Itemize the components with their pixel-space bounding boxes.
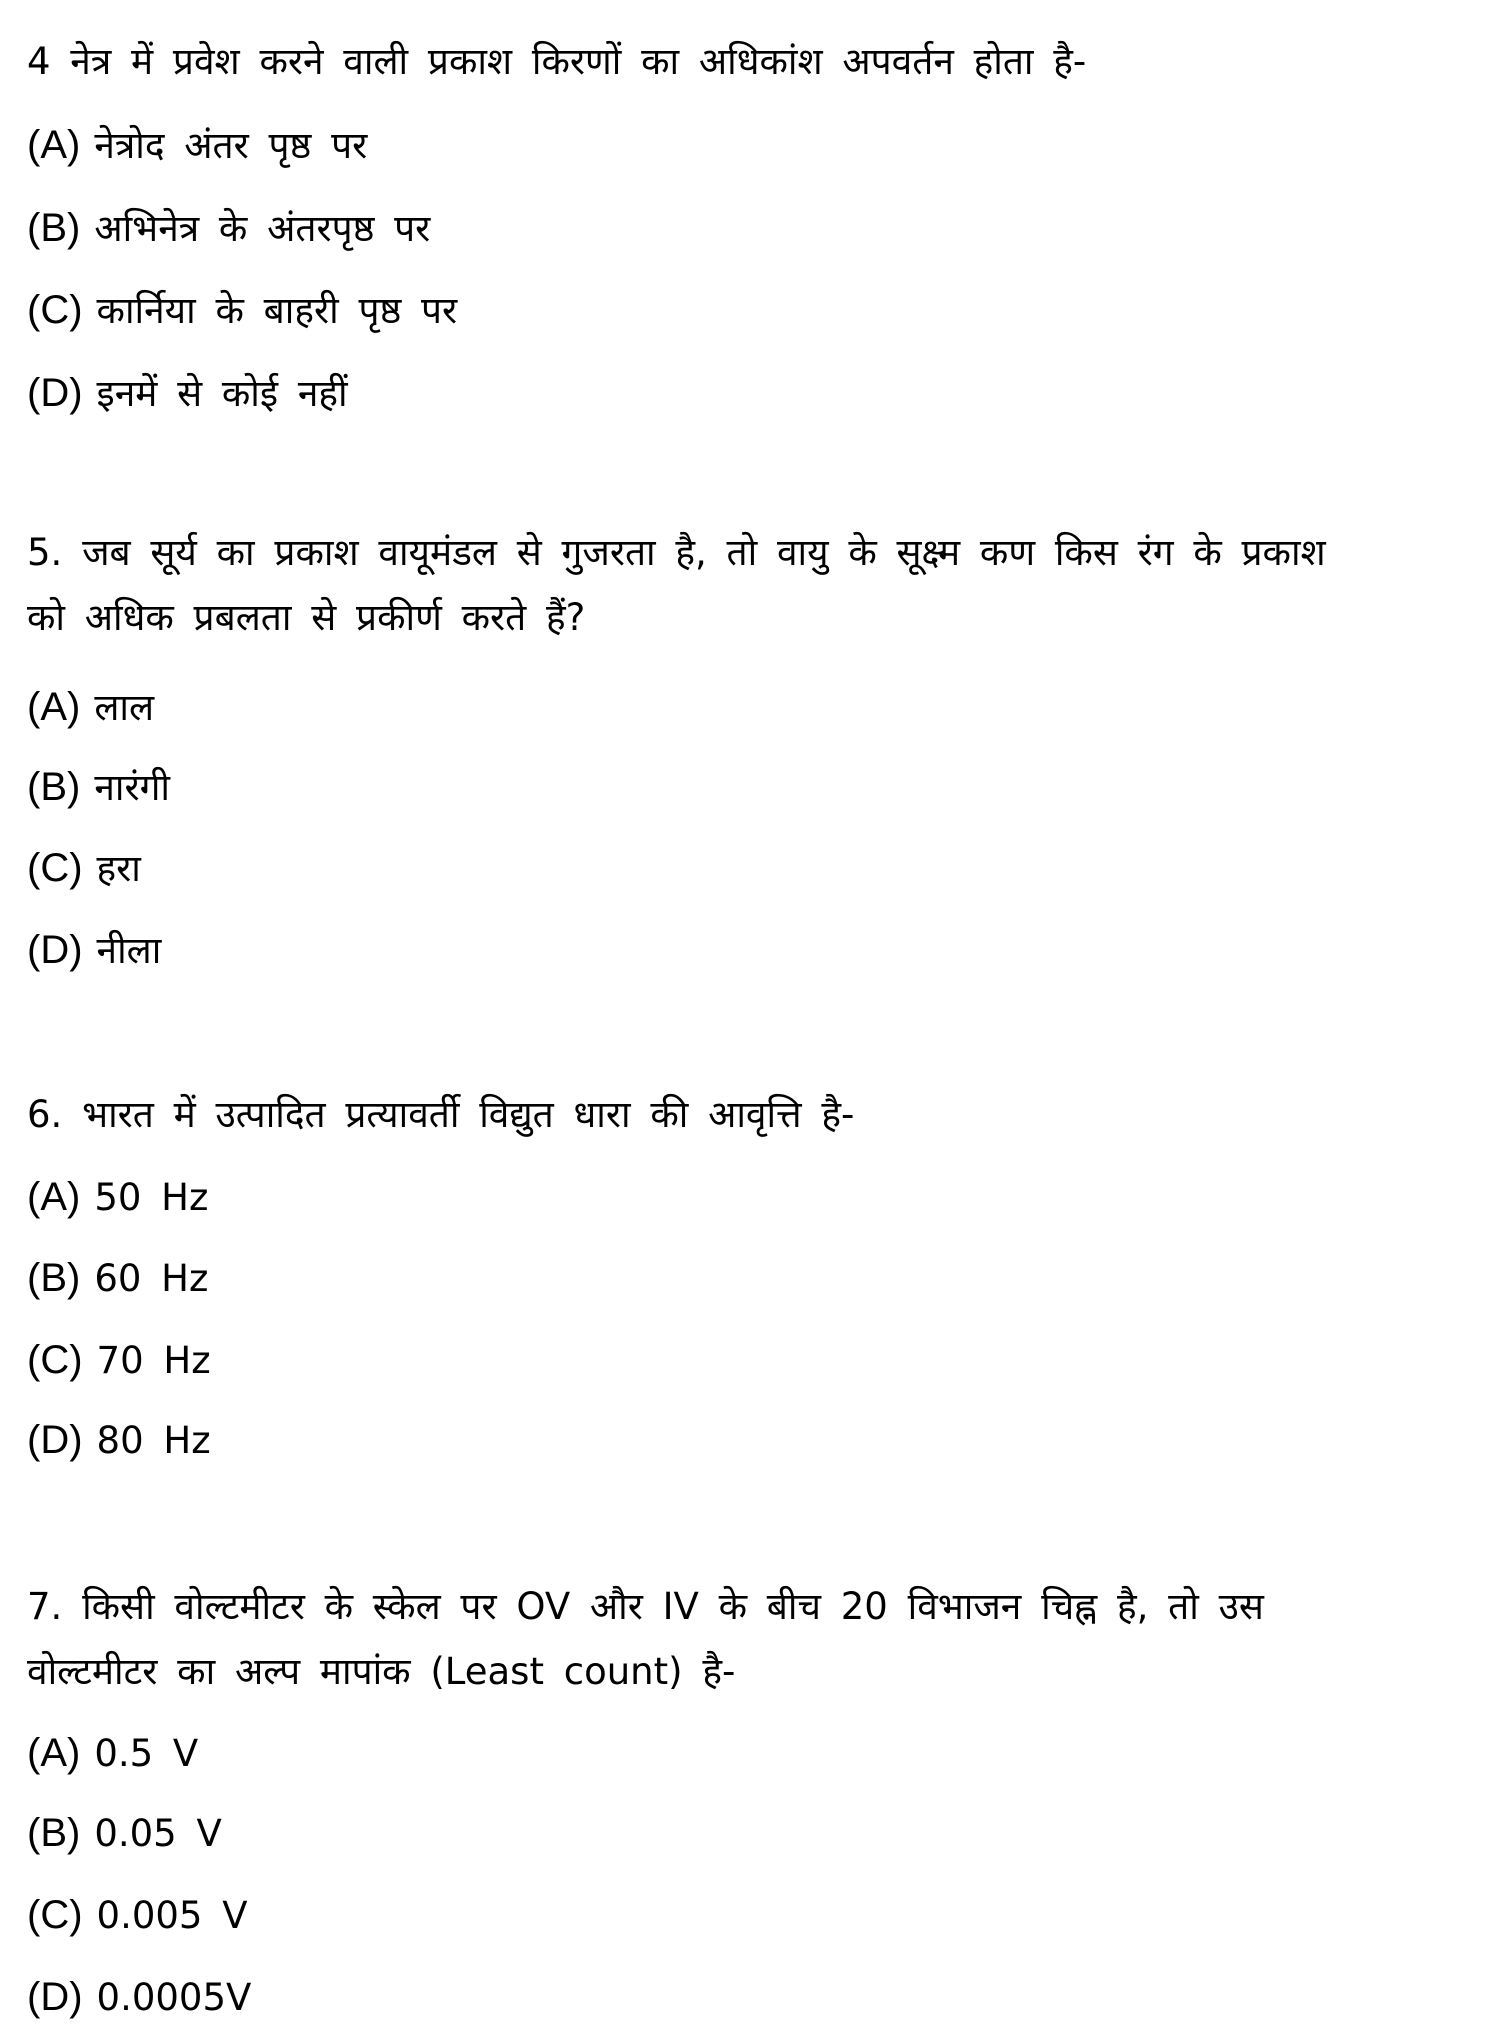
question-5-text-line-2: को अधिक प्रबलता से प्रकीर्ण करते हैं? (27, 596, 586, 639)
question-4-option-b (27, 203, 430, 253)
option-text: लाल (94, 686, 155, 729)
question-7-option-c (27, 1890, 248, 1940)
option-label: (C) (27, 1893, 83, 1937)
option-text: इनमें से कोई नहीं (96, 372, 348, 415)
option-text: 0.0005V (96, 1976, 252, 2019)
option-text: नीला (96, 929, 162, 972)
option-label: (D) (27, 371, 83, 415)
option-text: 60 Hz (94, 1257, 209, 1300)
option-label: (B) (27, 1256, 81, 1300)
option-label: (D) (27, 1418, 83, 1462)
option-label: (D) (27, 928, 83, 972)
option-text: अभिनेत्र के अंतरपृष्ठ पर (94, 207, 431, 250)
option-label: (B) (27, 206, 81, 250)
question-4-option-c (27, 285, 457, 335)
option-text: हरा (96, 847, 141, 890)
question-4-option-a (27, 120, 367, 170)
question-5-option-b (27, 762, 170, 812)
option-label: (A) (27, 685, 81, 729)
option-label: (D) (27, 1975, 83, 2019)
option-text: 50 Hz (94, 1176, 209, 1219)
question-4-text: 4 नेत्र में प्रवेश करने वाली प्रकाश किरणों का अधिकांश अपवर्तन होता है- (27, 40, 1087, 83)
question-5-option-c (27, 843, 141, 893)
question-7-option-d (27, 1972, 251, 2022)
option-text: 70 Hz (96, 1339, 211, 1382)
question-6-option-a (27, 1172, 208, 1222)
option-text: नेत्रोद अंतर पृष्ठ पर (94, 124, 368, 167)
option-label: (B) (27, 1811, 81, 1855)
question-6-option-b (27, 1253, 208, 1303)
question-5-option-a (27, 682, 154, 732)
option-label: (A) (27, 123, 81, 167)
option-label: (B) (27, 765, 81, 809)
option-text: 80 Hz (96, 1419, 211, 1462)
option-label: (A) (27, 1731, 81, 1775)
question-7-text-line-1: 7. किसी वोल्टमीटर के स्केल पर OV और IV के बीच 20 विभाजन चिह्न है, तो उस (27, 1585, 1264, 1628)
question-5-text-line-1: 5. जब सूर्य का प्रकाश वायूमंडल से गुजरता है, तो वायु के सूक्ष्म कण किस रंग के प्रकाश (27, 531, 1326, 574)
option-text: 0.05 V (94, 1812, 222, 1855)
question-7-option-b (27, 1808, 222, 1858)
question-5-option-d (27, 925, 161, 975)
option-text: 0.5 V (94, 1732, 199, 1775)
option-text: 0.005 V (96, 1894, 248, 1937)
question-4-option-d (27, 368, 348, 418)
option-label: (A) (27, 1175, 81, 1219)
question-7-option-a (27, 1728, 198, 1778)
option-label: (C) (27, 288, 83, 332)
option-label: (C) (27, 846, 83, 890)
question-6-option-d (27, 1415, 211, 1465)
question-6-option-c (27, 1335, 211, 1385)
option-text: कार्निया के बाहरी पृष्ठ पर (96, 289, 458, 332)
question-7-text-line-2: वोल्टमीटर का अल्प मापांक (Least count) है- (27, 1650, 736, 1693)
option-text: नारंगी (94, 766, 170, 809)
question-6-text: 6. भारत में उत्पादित प्रत्यावर्ती विद्युत धारा की आवृत्ति है- (27, 1093, 855, 1136)
option-label: (C) (27, 1338, 83, 1382)
